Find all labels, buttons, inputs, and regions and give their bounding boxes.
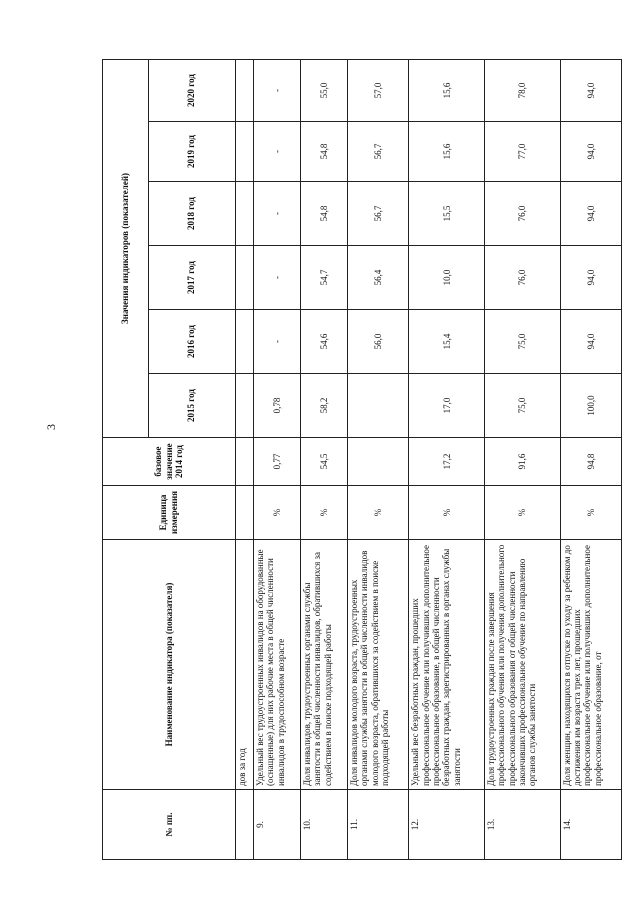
row-year-value: 55,0 (301, 59, 348, 121)
row-year-value: 94,0 (560, 122, 621, 182)
header-name: Наименование индикатора (показателя) (103, 540, 236, 790)
row-year-value: 76,0 (485, 182, 561, 246)
row-unit: % (485, 486, 561, 540)
indicators-table (102, 59, 622, 860)
continuation-row (235, 59, 253, 859)
header-num: № пп. (103, 790, 236, 860)
row-year-value: - (254, 59, 301, 121)
row-unit: % (301, 486, 348, 540)
row-year-value: 94,0 (560, 182, 621, 246)
row-year-value: 54,8 (301, 122, 348, 182)
row-unit: % (348, 486, 409, 540)
row-number: 10. (301, 790, 348, 860)
row-year-value: 56,4 (348, 246, 409, 310)
page-number: 3 (44, 424, 58, 430)
row-number: 14. (560, 790, 621, 860)
row-number: 9. (254, 790, 301, 860)
row-year-value: 77,0 (485, 122, 561, 182)
row-year-value: 57,0 (348, 59, 409, 121)
row-base-value: 54,5 (301, 438, 348, 486)
row-base-value: 17,2 (409, 438, 485, 486)
header-year: 2015 год (148, 374, 235, 438)
row-unit: % (409, 486, 485, 540)
row-year-value: - (254, 182, 301, 246)
row-number: 11. (348, 790, 409, 860)
row-year-value: 75,0 (485, 310, 561, 374)
row-name: Доля женщин, находящихся в отпуске по уходу за ребенком до достижения им возраста трех лет, прошедших профессиональное обучение или получивших дополнительное профессиональное образование, от (560, 540, 621, 790)
table-body (254, 59, 622, 859)
row-year-value: 15,6 (409, 59, 485, 121)
table-row (485, 59, 561, 859)
header-year: 2018 год (148, 182, 235, 246)
header-base: базовое значение 2014 год (103, 438, 236, 486)
row-year-value: 100,0 (560, 374, 621, 438)
table-row (560, 59, 621, 859)
row-year-value: 94,0 (560, 246, 621, 310)
row-year-value: 54,8 (301, 182, 348, 246)
row-year-value: - (254, 122, 301, 182)
header-row-top (103, 59, 149, 859)
row-year-value: 56,7 (348, 182, 409, 246)
row-year-value: 0,78 (254, 374, 301, 438)
row-unit: % (560, 486, 621, 540)
row-number: 12. (409, 790, 485, 860)
row-year-value: 10,0 (409, 246, 485, 310)
row-year-value: 56,7 (348, 122, 409, 182)
row-name: Удельный вес трудоустроенных инвалидов на оборудованные (оснащенные) для них рабочие места в общей численности инвалидов в трудоспособном возрасте (254, 540, 301, 790)
row-name: Доля трудоустроенных граждан после завершения профессионального обучения или получения дополнительного профессионального образования от общей численности закончивших профессиональное обучение по направлению органов службы занятости (485, 540, 561, 790)
row-year-value: 56,0 (348, 310, 409, 374)
row-year-value: 94,0 (560, 59, 621, 121)
row-year-value: 54,6 (301, 310, 348, 374)
row-year-value: 58,2 (301, 374, 348, 438)
row-name: Доля инвалидов, трудоустроенных органами службы занятости в общей численности инвалидов, обратившихся за содействием в поиске подходящей работы (301, 540, 348, 790)
header-year: 2019 год (148, 122, 235, 182)
header-year: 2020 год (148, 59, 235, 121)
table-row (348, 59, 409, 859)
row-year-value: 75,0 (485, 374, 561, 438)
row-unit: % (254, 486, 301, 540)
header-year: 2017 год (148, 246, 235, 310)
row-year-value (348, 374, 409, 438)
row-base-value: 91,6 (485, 438, 561, 486)
row-base-value (348, 438, 409, 486)
row-name: Удельный вес безработных граждан, прошедших профессиональное обучение или получивших дополнительное профессиональное образование, в общей численности безработных граждан, зарегистрированных в органах службы занятости (409, 540, 485, 790)
header-year: 2016 год (148, 310, 235, 374)
row-year-value: 15,6 (409, 122, 485, 182)
header-unit: Единица измерения (103, 486, 236, 540)
row-year-value: 94,0 (560, 310, 621, 374)
table-row (301, 59, 348, 859)
row-year-value: 78,0 (485, 59, 561, 121)
row-year-value: - (254, 310, 301, 374)
row-year-value: 15,5 (409, 182, 485, 246)
header-values-group: Значения индикаторов (показателей) (103, 59, 149, 437)
row-number: 13. (485, 790, 561, 860)
row-year-value: - (254, 246, 301, 310)
continuation-text: дов за год (235, 540, 253, 790)
row-base-value: 0,77 (254, 438, 301, 486)
row-year-value: 15,4 (409, 310, 485, 374)
row-year-value: 76,0 (485, 246, 561, 310)
row-base-value: 94,8 (560, 438, 621, 486)
table-row (409, 59, 485, 859)
row-name: Доля инвалидов молодого возраста, трудоустроенных органами службы занятости в общей численности инвалидов молодого возраста, обратившихся за содействием в поиске подходящей работы (348, 540, 409, 790)
row-year-value: 54,7 (301, 246, 348, 310)
indicators-table-wrapper (102, 60, 622, 860)
table-row (254, 59, 301, 859)
row-year-value: 17,0 (409, 374, 485, 438)
